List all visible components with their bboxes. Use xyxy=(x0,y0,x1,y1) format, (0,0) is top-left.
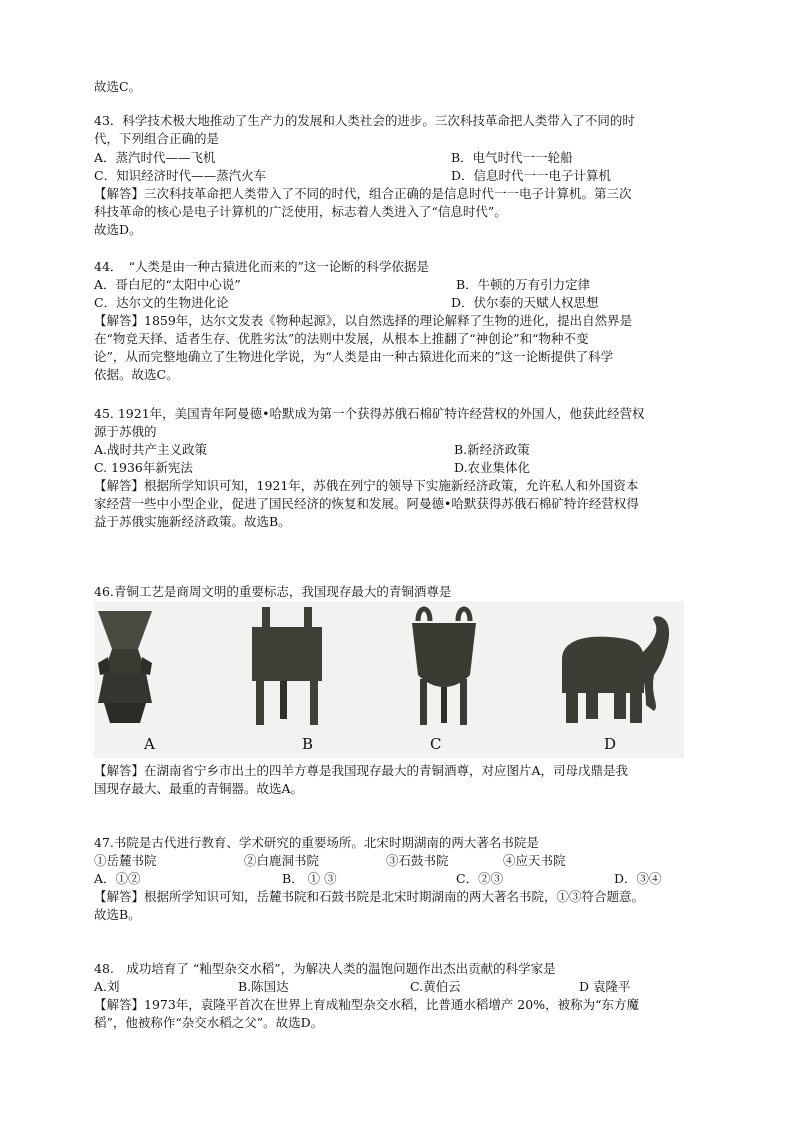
answer-44-cont: 依据。故选C。 xyxy=(94,367,179,382)
figure-label-d: D xyxy=(604,735,617,753)
option-a: A．哥白尼的“太阳中心说” xyxy=(94,277,241,292)
question-47: 47.书院是古代进行教育、学术研究的重要场所。北宋时期湖南的两大著名书院是 xyxy=(94,835,539,850)
bronze-vessels-illustration xyxy=(94,601,684,758)
answer-44: 【解答】1859年，达尔文发表《物种起源》，以自然选择的理论解释了生物的进化，提出自然界是 xyxy=(94,313,633,328)
question-46: 46.青铜工艺是商周文明的重要标志，我国现存最大的青铜酒尊是 xyxy=(94,584,452,599)
figure-label-b: B xyxy=(302,735,314,753)
option-b: B.新经济政策 xyxy=(454,442,530,457)
option-c: C.黄伯云 xyxy=(410,979,461,994)
question-44: 44． “人类是由一种古猿进化而来的”这一论断的科学依据是 xyxy=(94,259,429,274)
vessel-c-ding xyxy=(412,609,476,725)
vessel-d-elephant-zun xyxy=(562,616,669,723)
question-43-cont: 代，下列组合正确的是 xyxy=(94,131,220,146)
option-d: D 袁隆平 xyxy=(579,979,631,994)
option-d: D.农业集体化 xyxy=(454,460,531,475)
question-45: 45. 1921年，美国青年阿曼德•哈默成为第一个获得苏俄石棉矿特许经营权的外国人，他获此经营权 xyxy=(94,406,645,421)
option-a: A.刘 xyxy=(94,979,145,994)
vessel-a-zun xyxy=(98,611,152,723)
option-a: A．蒸汽时代——飞机 xyxy=(94,150,216,165)
answer-45: 【解答】根据所学知识可知，1921年，苏俄在列宁的领导下实施新经济政策，允许私人和外国资本 xyxy=(94,478,639,493)
option-3: ③石鼓书院 xyxy=(386,853,449,868)
question-43: 43．科学技术极大地推动了生产力的发展和人类社会的进步。三次科技革命把人类带入了不同的时 xyxy=(94,113,635,128)
option-d: D．③④ xyxy=(614,871,662,886)
option-c: C. 1936年新宪法 xyxy=(94,460,193,475)
option-b: B． ① ③ xyxy=(282,871,337,886)
answer-47: 【解答】根据所学知识可知，岳麓书院和石鼓书院是北宋时期湖南的两大著名书院，①③符合题意。 xyxy=(94,889,645,904)
answer-45-cont: 家经营一些中小型企业，促进了国民经济的恢复和发展。阿曼德•哈默获得苏俄石棉矿特许经营权得 xyxy=(94,496,639,511)
option-4: ④应天书院 xyxy=(503,853,566,868)
option-c: C．达尔文的生物进化论 xyxy=(94,295,229,310)
option-a: A．①② xyxy=(94,871,141,886)
answer-line: 故选C。 xyxy=(94,79,142,94)
question-48: 48. 成功培育了 “籼型杂交水稻”，为解决人类的温饱问题作出杰出贡献的科学家是 xyxy=(94,961,556,976)
option-b: B．牛顿的万有引力定律 xyxy=(456,277,591,292)
option-b: B．电气时代一一轮船 xyxy=(451,150,573,165)
figure-label-a: A xyxy=(144,735,155,753)
bronze-vessels-figure xyxy=(94,601,684,758)
answer-48-cont: 稻”，他被称作“杂交水稻之父”。故选D。 xyxy=(94,1015,324,1030)
vessel-b-fangding xyxy=(252,607,322,725)
answer-46: 【解答】在湖南省宁乡市出土的四羊方尊是我国现存最大的青铜酒尊，对应图片A，司母戊鼎是我 xyxy=(94,763,629,778)
answer-43: 【解答】三次科技革命把人类带入了不同的时代，组合正确的是信息时代一一电子计算机。第三次 xyxy=(94,186,632,201)
option-c: C．②③ xyxy=(456,871,504,886)
answer-48: 【解答】1973年，袁隆平首次在世界上育成籼型杂交水稻，比普通水稻增产 20%，被称为“东方魔 xyxy=(94,997,639,1012)
option-a: A.战时共产主义政策 xyxy=(94,442,208,457)
option-d: D．伏尔泰的天赋人权思想 xyxy=(451,295,599,310)
option-c: C．知识经济时代——蒸汽火车 xyxy=(94,168,267,183)
answer-45-cont: 益于苏俄实施新经济政策。故选B。 xyxy=(94,514,291,529)
option-1: ①岳麓书院 xyxy=(94,853,157,868)
option-d: D．信息时代一一电子计算机 xyxy=(451,168,612,183)
option-2: ②白鹿洞书院 xyxy=(244,853,320,868)
question-45-cont: 源于苏俄的 xyxy=(94,424,157,439)
answer-43-cont: 科技革命的核心是电子计算机的广泛使用，标志着人类进入了“信息时代”。 xyxy=(94,204,507,219)
answer-44-cont: 在“物竞天择、适者生存、优胜劣汰”的法则中发展，从根本上推翻了“神创论”和“物种不变 xyxy=(94,331,589,346)
answer-43-choice: 故选D。 xyxy=(94,222,142,237)
answer-47-choice: 故选B。 xyxy=(94,907,141,922)
figure-label-c: C xyxy=(430,735,442,753)
answer-44-cont: 论”，从而完整地确立了生物进化学说，为“人类是由一种古猿进化而来的”这一论断提供了科学 xyxy=(94,349,614,364)
answer-46-cont: 国现存最大、最重的青铜器。故选A。 xyxy=(94,781,304,796)
option-b: B.陈国达 xyxy=(238,979,289,994)
